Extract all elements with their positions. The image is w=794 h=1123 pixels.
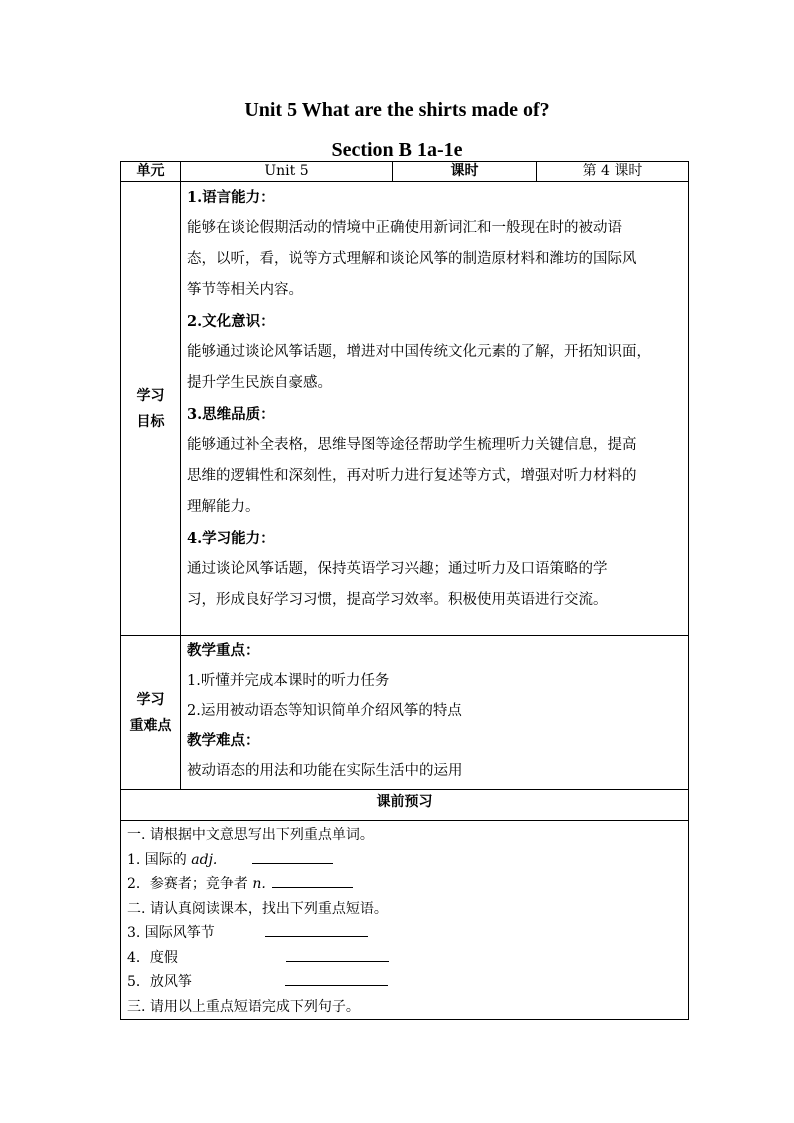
objective-line: 思维的逻辑性和深刻性，再对听力进行复述等方式，增强对听力材料的 — [187, 468, 637, 484]
phrase-item-4 — [127, 946, 682, 971]
preview-content — [121, 821, 689, 1020]
objective-line: 理解能力。 — [187, 499, 260, 515]
vocab-item-2-text: 2．参赛者；竞争者 — [127, 876, 253, 892]
answer-blank[interactable] — [286, 947, 389, 962]
phrase-item-4-text: 4．度假 — [127, 949, 178, 966]
preview-row — [121, 821, 689, 1020]
lesson-plan-table — [120, 161, 689, 1020]
vocab-item-2-pos: n. — [252, 876, 266, 892]
objective-line: 能够通过补全表格，思维导图等途径帮助学生梳理听力关键信息，提高 — [187, 437, 637, 453]
objective-line: 1.语言能力： — [187, 189, 275, 206]
lesson-label: 课时 — [393, 162, 537, 182]
objectives-label-line2: 目标 — [136, 413, 165, 430]
objective-line: 2.文化意识： — [187, 313, 275, 330]
objectives-row — [121, 182, 689, 636]
phrase-item-3 — [127, 921, 682, 946]
page-subtitle: Section B 1a-1e — [331, 139, 463, 161]
page-title: Unit 5 What are the shirts made of? — [244, 99, 550, 121]
answer-blank[interactable] — [265, 922, 368, 937]
key-points-label-line2: 重难点 — [129, 717, 172, 734]
key-points-label — [121, 636, 181, 790]
lesson-value: 第 4 课时 — [537, 162, 689, 182]
objectives-label-line1: 学习 — [136, 387, 165, 404]
phrase-item-5 — [127, 970, 682, 995]
header-row — [121, 162, 689, 182]
objective-line: 4.学习能力： — [187, 530, 275, 547]
key-point-line: 1.听懂并完成本课时的听力任务 — [187, 673, 390, 689]
answer-blank[interactable] — [285, 971, 388, 986]
key-points-row — [121, 636, 689, 790]
objective-line: 习，形成良好学习习惯，提高学习效率。积极使用英语进行交流。 — [187, 592, 608, 608]
key-points-label-line1: 学习 — [136, 691, 165, 708]
vocab-item-1-text: 1. 国际的 — [127, 851, 192, 868]
key-point-line: 教学难点： — [187, 732, 260, 749]
objective-line: 态，以听，看，说等方式理解和谈论风筝的制造原材料和潍坊的国际风 — [187, 251, 637, 267]
objective-line: 筝节等相关内容。 — [187, 282, 303, 298]
objective-line: 提升学生民族自豪感。 — [187, 375, 332, 391]
unit-value: Unit 5 — [181, 162, 393, 182]
section-heading-1: 一. 请根据中文意思写出下列重点单词。 — [127, 827, 374, 843]
section-heading-2: 二. 请认真阅读课本，找出下列重点短语。 — [127, 900, 388, 917]
key-point-line: 2.运用被动语态等知识简单介绍风筝的特点 — [187, 703, 462, 719]
key-point-line: 教学重点： — [187, 642, 260, 659]
preview-banner-row — [121, 790, 689, 821]
vocab-item-1-pos: adj. — [191, 851, 218, 868]
objective-line: 能够通过谈论风筝话题，增进对中国传统文化元素的了解，开拓知识面， — [187, 344, 651, 360]
answer-blank[interactable] — [252, 849, 333, 864]
objective-line: 能够在谈论假期活动的情境中正确使用新词汇和一般现在时的被动语 — [187, 220, 622, 236]
objectives-label — [121, 182, 181, 636]
objective-line: 3.思维品质： — [187, 406, 275, 423]
unit-label: 单元 — [121, 162, 181, 182]
answer-blank[interactable] — [272, 873, 353, 888]
section-heading-3: 三. 请用以上重点短语完成下列句子。 — [127, 998, 360, 1015]
phrase-item-3-text: 3. 国际风筝节 — [127, 925, 215, 941]
key-point-line: 被动语态的用法和功能在实际生活中的运用 — [187, 763, 463, 779]
key-points-content — [181, 636, 689, 790]
preview-banner: 课前预习 — [121, 790, 689, 821]
phrase-item-5-text: 5．放风筝 — [127, 974, 192, 990]
objective-line: 通过谈论风筝话题，保持英语学习兴趣；通过听力及口语策略的学 — [187, 561, 608, 577]
vocab-item-2 — [127, 872, 682, 897]
objectives-content — [181, 182, 689, 636]
vocab-item-1 — [127, 848, 682, 873]
